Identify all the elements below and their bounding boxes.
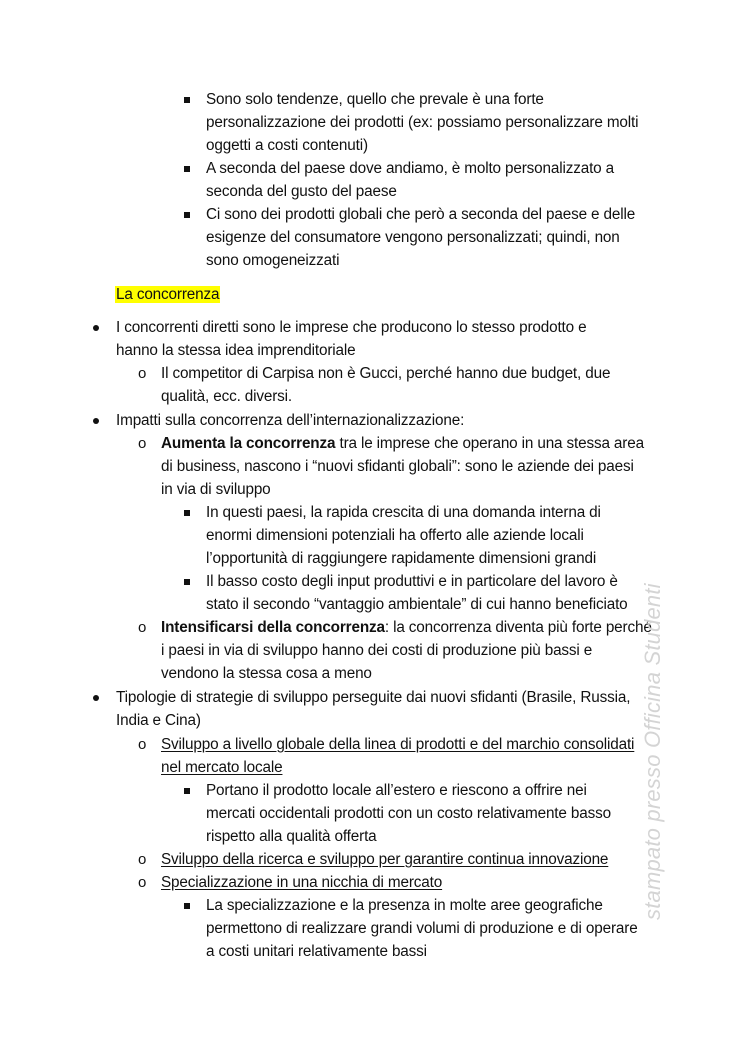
text-line: esigenze del consumatore vengono personalizzati; quindi, non [206, 229, 620, 246]
highlighted-heading: La concorrenza [116, 286, 220, 303]
text-line: in via di sviluppo [161, 481, 271, 498]
text-line: di business, nascono i “nuovi sfidanti globali”: sono le aziende dei paesi [161, 458, 634, 475]
square-bullet-icon [184, 903, 190, 909]
text-line [161, 735, 634, 755]
text-line: Tipologie di strategie di sviluppo perseguite dai nuovi sfidanti (Brasile, Russia, [116, 689, 631, 706]
text-line: Il competitor di Carpisa non è Gucci, perché hanno due budget, due [161, 365, 611, 382]
text-line: mercati occidentali prodotti con un costo relativamente basso [206, 805, 611, 822]
text-span: : la concorrenza diventa più forte perché [384, 619, 652, 636]
bullet-icon [93, 325, 99, 331]
text-line: oggetti a costi contenuti) [206, 137, 368, 154]
square-bullet-icon [184, 510, 190, 516]
text-line: Sono solo tendenze, quello che prevale è una forte [206, 91, 544, 108]
text-line: permettono di realizzare grandi volumi di produzione e di operare [206, 920, 638, 937]
text-line [161, 434, 644, 454]
text-line: qualità, ecc. diversi. [161, 388, 293, 405]
text-line: A seconda del paese dove andiamo, è molto personalizzato a [206, 160, 614, 177]
circle-bullet-icon: o [138, 851, 147, 868]
text-line: La specializzazione e la presenza in molte aree geografiche [206, 897, 603, 914]
underlined-term: nel mercato locale [161, 759, 283, 776]
circle-bullet-icon: o [138, 619, 147, 636]
text-line: I concorrenti diretti sono le imprese che producono lo stesso prodotto e [116, 319, 587, 336]
section-heading [115, 285, 220, 305]
text-line: stato il secondo “vantaggio ambientale” di cui hanno beneficiato [206, 596, 628, 613]
text-line: hanno la stessa idea imprenditoriale [116, 342, 356, 359]
square-bullet-icon [184, 212, 190, 218]
text-line: rispetto alla qualità offerta [206, 828, 377, 845]
text-line [161, 873, 442, 893]
square-bullet-icon [184, 97, 190, 103]
text-line: Il basso costo degli input produttivi e in particolare del lavoro è [206, 573, 618, 590]
square-bullet-icon [184, 579, 190, 585]
text-line: In questi paesi, la rapida crescita di una domanda interna di [206, 504, 601, 521]
circle-bullet-icon: o [138, 435, 147, 452]
text-line: enormi dimensioni potenziali ha offerto alle aziende locali [206, 527, 584, 544]
text-span: tra le imprese che operano in una stessa area [335, 435, 644, 452]
bullet-icon [93, 695, 99, 701]
square-bullet-icon [184, 788, 190, 794]
text-line [161, 618, 652, 638]
bold-term: Aumenta la concorrenza [161, 435, 336, 452]
text-line: i paesi in via di sviluppo hanno dei costi di produzione più bassi e [161, 642, 593, 659]
underlined-term: Sviluppo della ricerca e sviluppo per garantire continua innovazione [161, 851, 609, 868]
circle-bullet-icon: o [138, 874, 147, 891]
bold-term: Intensificarsi della concorrenza [161, 619, 385, 636]
text-line: personalizzazione dei prodotti (ex: possiamo personalizzare molti [206, 114, 639, 131]
text-line: sono omogeneizzati [206, 252, 340, 269]
text-line: Ci sono dei prodotti globali che però a seconda del paese e delle [206, 206, 636, 223]
text-line: Impatti sulla concorrenza dell’internazionalizzazione: [116, 412, 465, 429]
text-line: India e Cina) [116, 712, 201, 729]
circle-bullet-icon: o [138, 365, 147, 382]
square-bullet-icon [184, 166, 190, 172]
text-line: vendono la stessa cosa a meno [161, 665, 372, 682]
text-line: Portano il prodotto locale all’estero e riescono a offrire nei [206, 782, 587, 799]
circle-bullet-icon: o [138, 736, 147, 753]
underlined-term: Specializzazione in una nicchia di mercato [161, 874, 443, 891]
text-line [161, 758, 282, 778]
text-line: l’opportunità di raggiungere rapidamente dimensioni grandi [206, 550, 597, 567]
text-line: seconda del gusto del paese [206, 183, 397, 200]
bullet-icon [93, 418, 99, 424]
underlined-term: Sviluppo a livello globale della linea di prodotti e del marchio consolidati [161, 736, 635, 753]
watermark: stampato presso Officina Studenti [640, 583, 665, 920]
text-line [161, 850, 608, 870]
text-line: a costi unitari relativamente bassi [206, 943, 427, 960]
